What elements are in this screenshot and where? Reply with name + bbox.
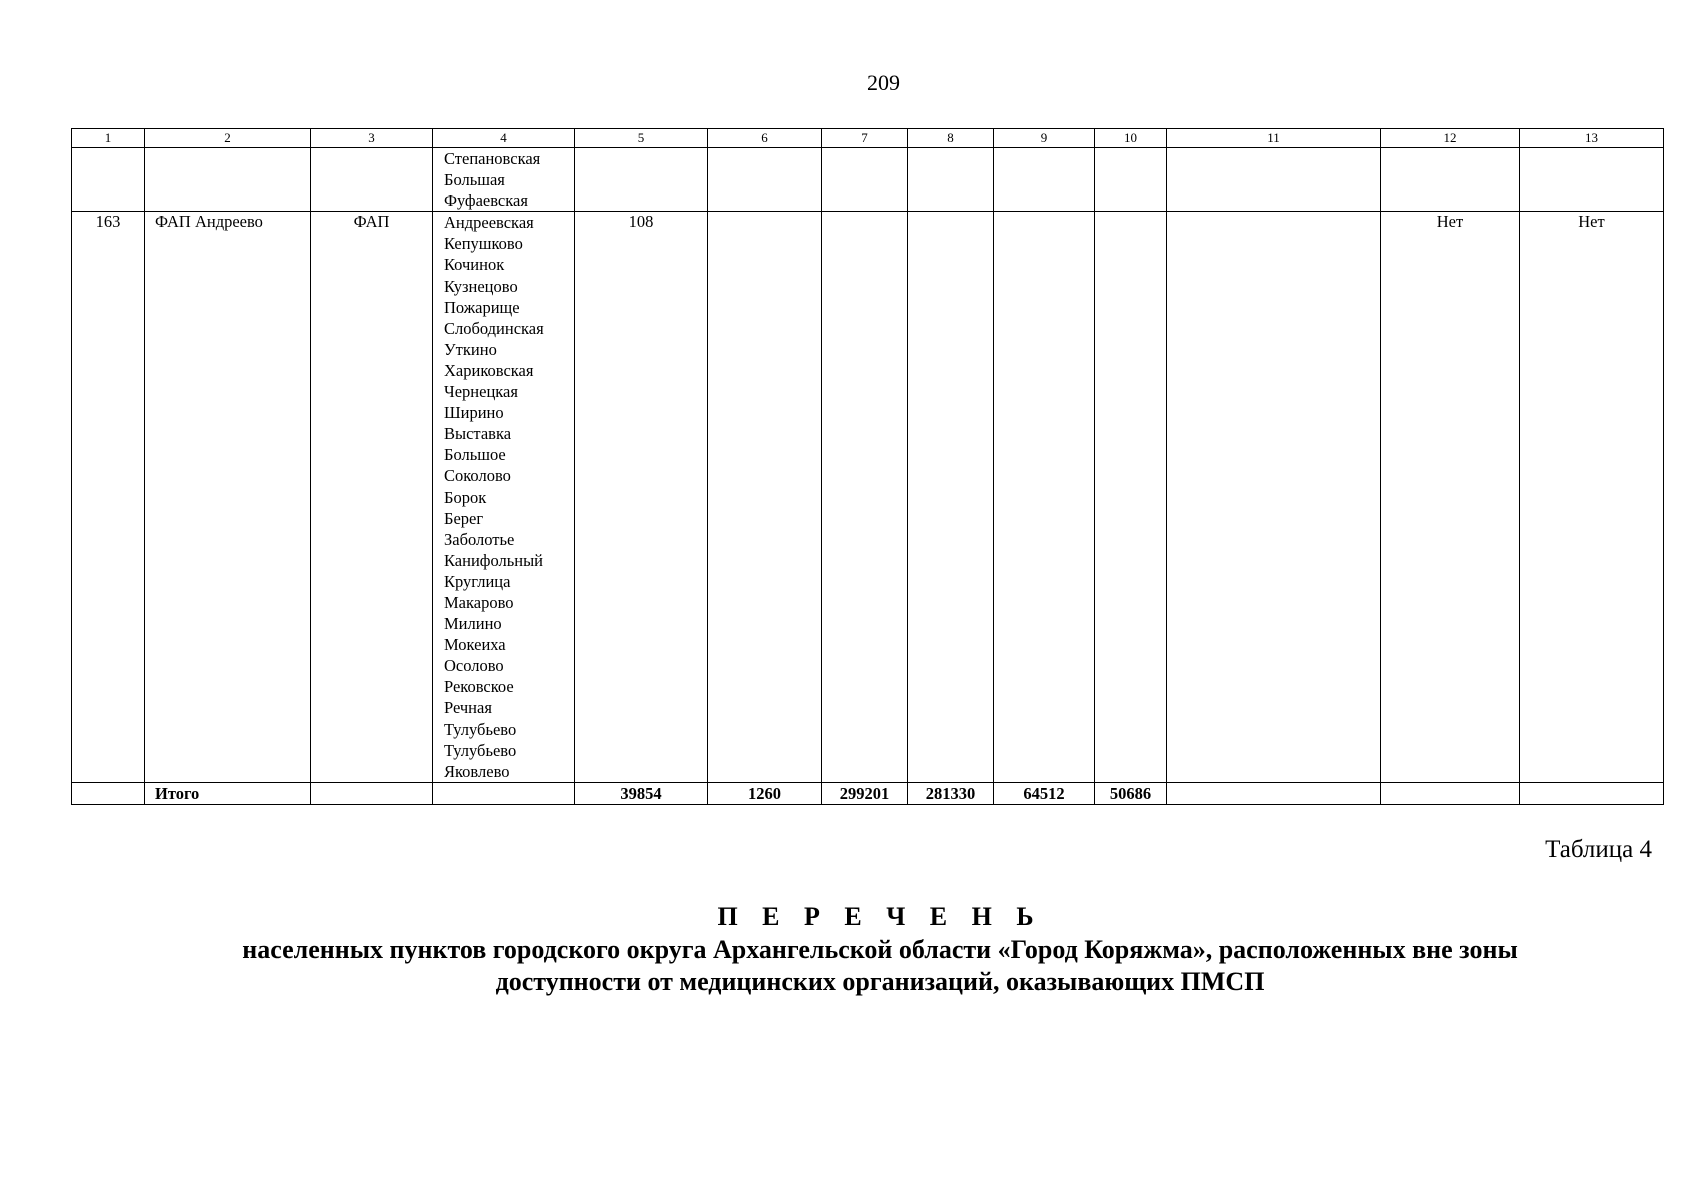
page-number: 209: [867, 70, 900, 95]
column-number: 1: [72, 129, 145, 148]
table-row: [72, 212, 1664, 783]
total-col10: 50686: [1095, 782, 1167, 804]
cell-col5: 108: [575, 212, 708, 783]
settlement-item: Берег: [444, 508, 484, 528]
total-col9: 64512: [994, 782, 1095, 804]
column-number: 4: [433, 129, 575, 148]
settlement-item: Кочинок: [444, 255, 505, 275]
settlement-item: Большая: [444, 170, 505, 190]
settlement-item: Степановская: [444, 149, 541, 168]
column-number: 11: [1167, 129, 1381, 148]
column-number: 12: [1381, 129, 1520, 148]
settlement-item: Тулубьево: [444, 719, 517, 739]
settlement-item: Чернецкая: [444, 382, 518, 402]
settlement-item: Слободинская: [444, 318, 544, 338]
column-number-row: [72, 129, 1664, 148]
settlement-list-cell: [433, 212, 575, 783]
total-col8: 281330: [908, 782, 994, 804]
column-number: 7: [822, 129, 908, 148]
column-number: 2: [145, 129, 311, 148]
heading-line-2: доступности от медицинских организаций, оказывающих ПМСП: [495, 967, 1265, 996]
cell-col13: Нет: [1520, 212, 1664, 783]
settlement-list: [433, 148, 574, 211]
heading-line-1: населенных пунктов городского округа Архангельской области «Город Коряжма», расположенных вне зоны: [242, 935, 1518, 964]
column-number: 5: [575, 129, 708, 148]
settlement-item: Заболотье: [444, 529, 515, 549]
table-label: Таблица 4: [1545, 836, 1652, 863]
settlement-item: Большое: [444, 445, 506, 465]
column-number: 9: [994, 129, 1095, 148]
settlement-item: Мокеиха: [444, 635, 506, 655]
column-number: 13: [1520, 129, 1664, 148]
total-label: Итого: [145, 782, 311, 804]
heading-block: [80, 900, 1680, 998]
cell-col12: Нет: [1381, 212, 1520, 783]
settlement-list: [433, 212, 574, 782]
settlement-item: Выставка: [444, 424, 512, 444]
settlement-item: Яковлево: [444, 761, 510, 781]
table-row-continued: [72, 148, 1664, 212]
settlement-item: Кепушково: [444, 234, 523, 254]
total-row: [72, 782, 1664, 804]
settlement-item: Рековское: [444, 677, 514, 697]
settlement-item: Пожарище: [444, 297, 520, 317]
facility-name: ФАП Андреево: [145, 212, 311, 783]
settlement-item: Ширино: [444, 403, 504, 423]
settlement-item: Макарово: [444, 592, 514, 612]
column-number: 3: [311, 129, 433, 148]
settlement-list-cell: [433, 148, 575, 212]
settlement-item: Кузнецово: [444, 276, 518, 296]
settlement-item: Уткино: [444, 339, 497, 359]
total-col6: 1260: [708, 782, 822, 804]
total-col7: 299201: [822, 782, 908, 804]
total-col5: 39854: [575, 782, 708, 804]
settlement-item: Соколово: [444, 466, 511, 486]
heading-title: П Е Р Е Ч Е Н Ь: [717, 902, 1043, 931]
column-number: 6: [708, 129, 822, 148]
settlement-item: Борок: [444, 487, 487, 507]
settlement-item: Фуфаевская: [444, 191, 528, 211]
settlement-item: Хариковская: [444, 360, 534, 380]
settlement-item: Тулубьево: [444, 740, 517, 760]
column-number: 10: [1095, 129, 1167, 148]
settlement-item: Милино: [444, 614, 502, 634]
column-number: 8: [908, 129, 994, 148]
facility-type: ФАП: [311, 212, 433, 783]
settlement-item: Круглица: [444, 571, 511, 591]
facilities-table: [71, 128, 1664, 805]
settlement-item: Андреевская: [444, 213, 534, 233]
row-number: 163: [72, 212, 145, 783]
settlement-item: Осолово: [444, 656, 504, 676]
settlement-item: Канифольный: [444, 550, 543, 570]
settlement-item: Речная: [444, 698, 492, 718]
